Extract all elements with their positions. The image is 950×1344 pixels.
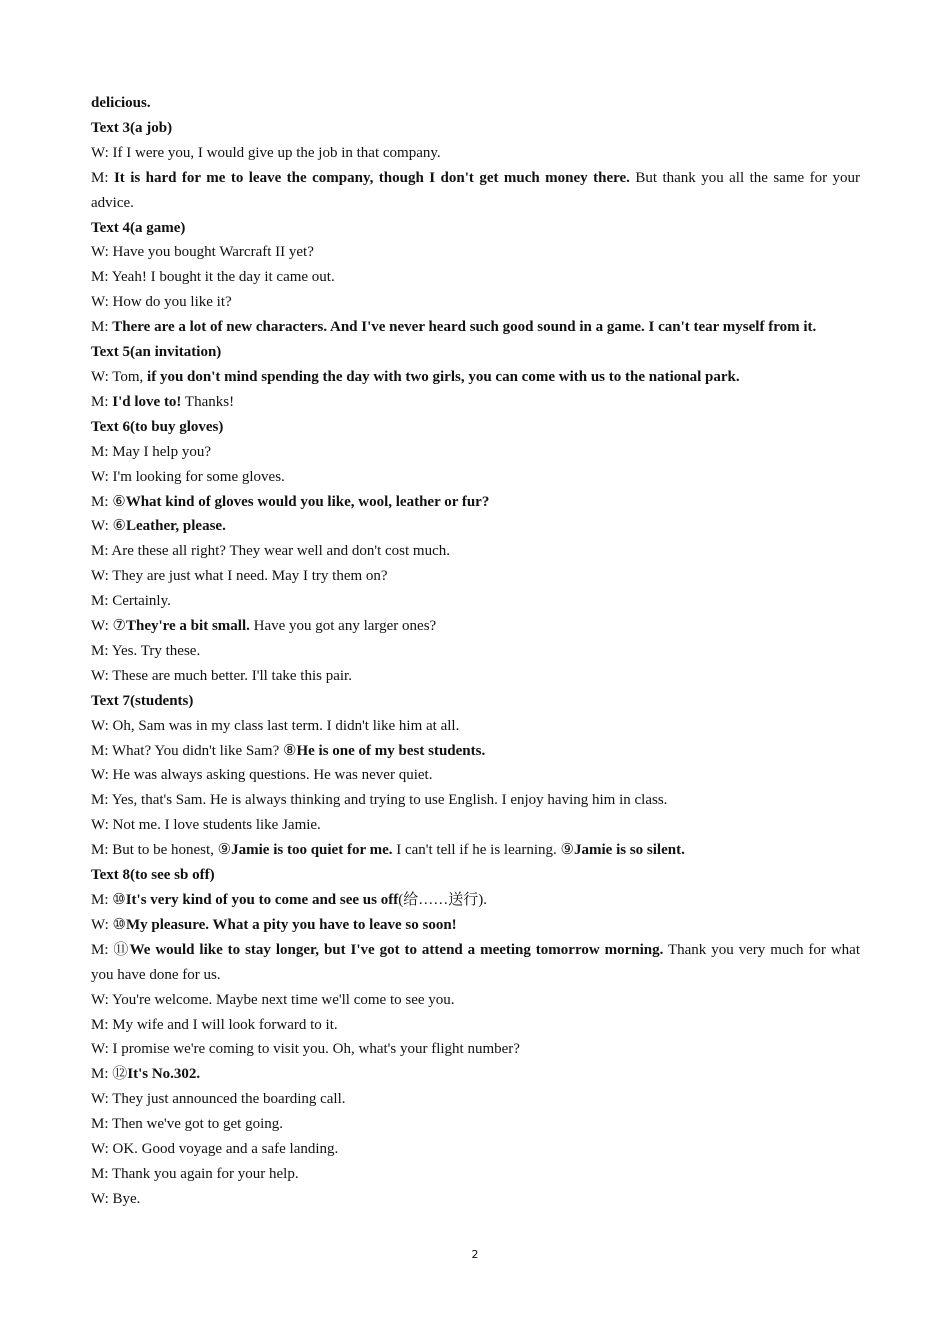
text-segment: M: Yes, that's Sam. He is always thinking and trying to use English. I enjoy having him in class. — [91, 792, 668, 809]
text-segment: M: Certainly. — [91, 593, 171, 610]
dialogue-line — [91, 1013, 860, 1038]
dialogue-line — [91, 888, 860, 913]
bold-text-segment: Jamie is too quiet for me. — [231, 842, 393, 859]
text-segment: But thank you all the same for your advice. — [91, 169, 861, 211]
text-segment: M: May I help you? — [91, 443, 211, 460]
bold-text-segment: They're a bit small. — [125, 618, 250, 635]
text-segment: I can't tell if he is learning. ⑨ — [392, 842, 575, 859]
section-heading — [91, 116, 860, 141]
dialogue-line — [91, 141, 860, 166]
dialogue-line — [91, 838, 860, 863]
text-segment: W: If I were you, I would give up the job in that company. — [91, 144, 441, 161]
text-segment: M: — [91, 319, 113, 336]
text-segment: M: ⑪ — [91, 941, 130, 958]
dialogue-line — [91, 1037, 860, 1062]
dialogue-line — [91, 788, 860, 813]
text-segment: W: He was always asking questions. He was never quiet. — [91, 767, 433, 784]
dialogue-line — [91, 490, 860, 515]
text-segment: Thanks! — [181, 393, 235, 410]
text-segment: M: Yes. Try these. — [91, 642, 201, 659]
text-segment: M: — [91, 169, 114, 186]
text-segment: M: ⑥ — [91, 493, 126, 510]
dialogue-line — [91, 589, 860, 614]
bold-text-segment: It's very kind of you to come and see us off — [125, 892, 399, 908]
text-segment: Thank you very much for what you have done for us. — [91, 941, 860, 983]
dialogue-line — [91, 166, 860, 216]
dialogue-line — [91, 240, 860, 265]
text-segment: M: Are these all right? They wear well and don't cost much. — [91, 543, 450, 560]
bold-text-segment: if you don't mind spending the day with two girls, you can come with us to the national park. — [147, 368, 740, 385]
bold-text-segment: What kind of gloves would you like, wool, leather or fur? — [125, 493, 490, 510]
bold-text-segment: Text 8(to see sb off) — [91, 867, 215, 884]
text-segment: W: ⑥ — [91, 518, 126, 535]
text-segment: M: ⑫ — [91, 1066, 128, 1083]
text-segment: M: Then we've got to get going. — [91, 1116, 283, 1133]
text-segment: W: ⑩ — [91, 916, 126, 933]
dialogue-line — [91, 739, 860, 764]
bold-text-segment: Jamie is so silent. — [574, 842, 685, 859]
dialogue-line — [91, 763, 860, 788]
text-segment: W: Tom, — [91, 368, 148, 385]
dialogue-line — [91, 988, 860, 1013]
dialogue-line — [91, 290, 860, 315]
dialogue-line — [91, 564, 860, 589]
section-heading — [91, 689, 860, 714]
text-segment: W: They just announced the boarding call. — [91, 1091, 346, 1108]
dialogue-line — [91, 1062, 860, 1087]
bold-text-segment: delicious. — [91, 95, 151, 111]
text-segment: M: What? You didn't like Sam? ⑧ — [91, 742, 297, 759]
section-heading — [91, 415, 860, 440]
bold-text-segment: It is hard for me to leave the company, though I don't get much money there. — [113, 169, 630, 186]
text-segment: W: Not me. I love students like Jamie. — [91, 817, 321, 834]
bold-text-segment: Text 5(an invitation) — [91, 344, 222, 361]
dialogue-line — [91, 465, 860, 490]
dialogue-line — [91, 1187, 860, 1212]
bold-text-segment: I'd love to! — [112, 393, 182, 410]
text-segment: M: ⑩ — [91, 892, 126, 908]
section-heading — [91, 216, 860, 241]
bold-text-segment: My pleasure. What a pity you have to leave so soon! — [125, 916, 457, 933]
text-segment: W: How do you like it? — [91, 294, 232, 311]
bold-text-segment: He is one of my best students. — [296, 742, 486, 759]
bold-text-segment: Text 7(students) — [91, 692, 194, 709]
text-segment: W: I promise we're coming to visit you. Oh, what's your flight number? — [91, 1041, 520, 1058]
dialogue-line — [91, 813, 860, 838]
text-segment: Have you got any larger ones? — [249, 618, 437, 635]
text-segment: M: My wife and I will look forward to it. — [91, 1016, 338, 1033]
dialogue-line — [91, 664, 860, 689]
dialogue-line — [91, 315, 860, 340]
dialogue-line — [91, 614, 860, 639]
dialogue-line — [91, 514, 860, 539]
bold-text-segment: Text 3(a job) — [91, 119, 173, 136]
text-segment: W: OK. Good voyage and a safe landing. — [91, 1141, 339, 1158]
bold-text-segment: Text 4(a game) — [91, 219, 186, 236]
dialogue-line — [91, 539, 860, 564]
text-segment: W: Bye. — [91, 1190, 141, 1207]
text-segment: W: These are much better. I'll take this pair. — [91, 667, 352, 684]
dialogue-line — [91, 365, 860, 390]
dialogue-line — [91, 913, 860, 938]
dialogue-line — [91, 265, 860, 290]
text-segment: M: — [91, 393, 113, 410]
page-number: 2 — [471, 1248, 479, 1261]
text-segment: W: Have you bought Warcraft II yet? — [91, 244, 314, 261]
text-segment: M: Yeah! I bought it the day it came out. — [91, 269, 335, 286]
dialogue-line — [91, 1087, 860, 1112]
bold-text-segment: We would like to stay longer, but I've got to attend a meeting tomorrow morning. — [129, 941, 664, 958]
text-segment: (给……送行). — [398, 892, 487, 908]
text-segment: W: Oh, Sam was in my class last term. I didn't like him at all. — [91, 717, 460, 734]
dialogue-line — [91, 1137, 860, 1162]
dialogue-line — [91, 1112, 860, 1137]
dialogue-line — [91, 1162, 860, 1187]
section-heading — [91, 91, 860, 116]
text-segment: W: I'm looking for some gloves. — [91, 468, 285, 485]
bold-text-segment: Text 6(to buy gloves) — [91, 418, 224, 435]
dialogue-line — [91, 390, 860, 415]
section-heading — [91, 340, 860, 365]
document-body — [91, 91, 860, 1212]
dialogue-line — [91, 639, 860, 664]
text-segment: W: You're welcome. Maybe next time we'll come to see you. — [91, 991, 455, 1008]
bold-text-segment: It's No.302. — [127, 1066, 201, 1083]
text-segment: W: They are just what I need. May I try them on? — [91, 568, 388, 585]
section-heading — [91, 863, 860, 888]
dialogue-line — [91, 938, 860, 988]
dialogue-line — [91, 440, 860, 465]
text-segment: W: ⑦ — [91, 618, 126, 635]
text-segment: M: But to be honest, ⑨ — [91, 842, 232, 859]
bold-text-segment: Leather, please. — [125, 518, 226, 535]
dialogue-line — [91, 714, 860, 739]
bold-text-segment: There are a lot of new characters. And I've never heard such good sound in a game. I can't tear myself from it. — [112, 319, 817, 336]
text-segment: M: Thank you again for your help. — [91, 1165, 299, 1182]
